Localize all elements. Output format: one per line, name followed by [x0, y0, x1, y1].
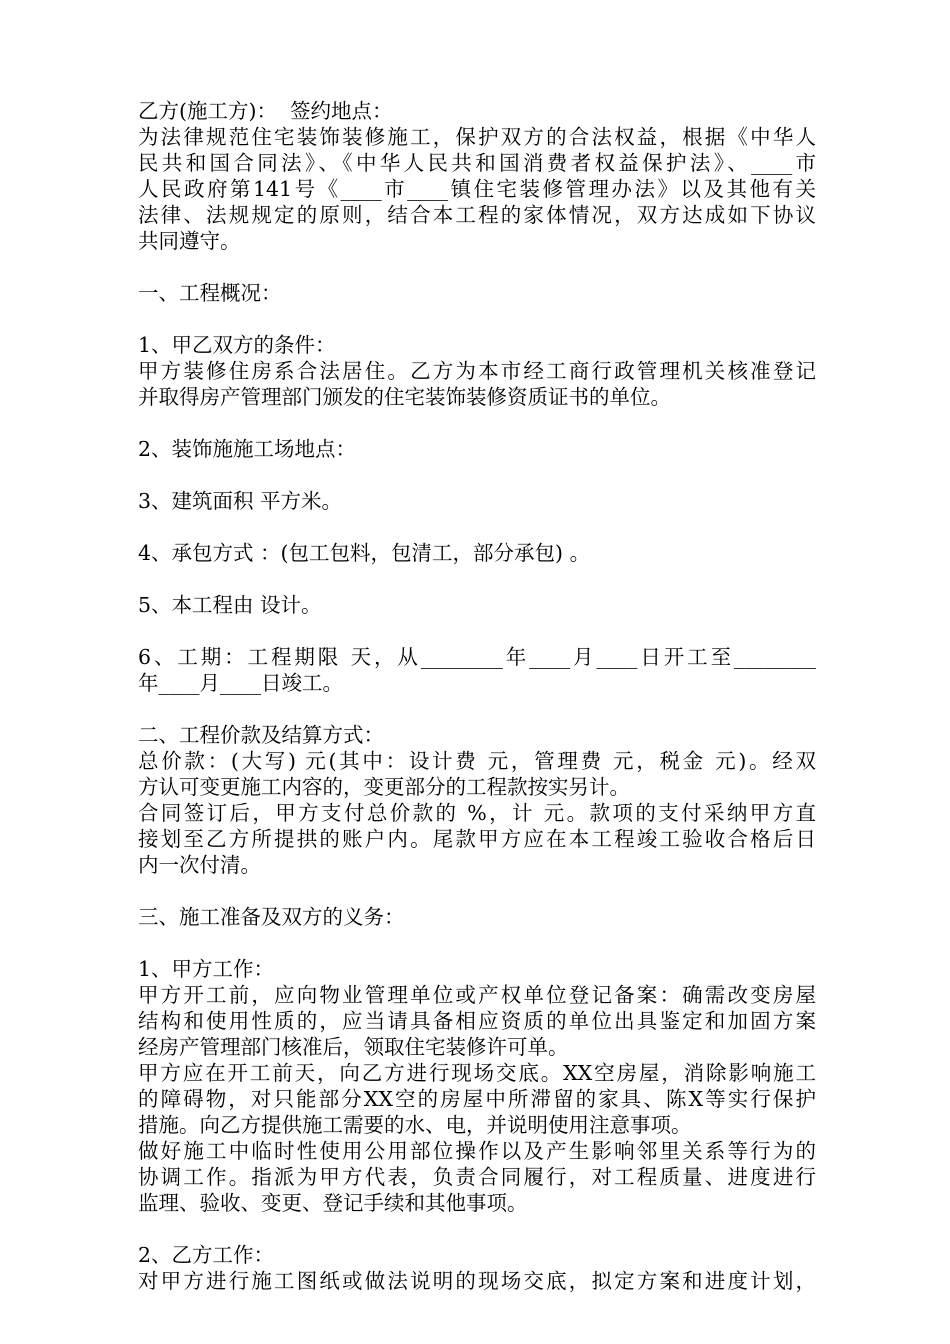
text-line: 接划至乙方所提拱的账户内。尾款甲方应在本工程竣工验收合格后日 — [138, 827, 816, 851]
blank-line — [138, 696, 816, 722]
blank-line — [138, 1216, 816, 1242]
text-line: 并取得房产管理部门颁发的住宅装饰装修资质证书的单位。 — [138, 385, 671, 409]
blank-line — [138, 566, 816, 592]
text-line: 4、承包方式 ：(包工包料，包清工，部分承包) 。 — [138, 541, 591, 565]
text-line: 监理、验收、变更、登记手续和其他事项。 — [138, 1191, 528, 1215]
text-line: 甲方装修住房系合法居住。乙方为本市经工商行政管理机关核准登记 — [138, 359, 816, 383]
text-line: 甲方开工前，应向物业管理单位或产权单位登记备案：确需改变房屋 — [138, 983, 816, 1007]
text-line: 方认可变更施工内容的，变更部分的工程款按实另计。 — [138, 775, 630, 799]
text-line: 措施。向乙方提供施工需要的水、电，并说明使用注意事项。 — [138, 1113, 692, 1137]
text-line: 一、工程概况： — [138, 281, 282, 305]
text-line: 2、装饰施施工场地点： — [138, 437, 357, 461]
text-line: 6、工期：工程期限 天，从________年____月____日开工至________ — [138, 645, 816, 669]
text-line: 协调工作。指派为甲方代表，负责合同履行，对工程质量、进度进行 — [138, 1165, 816, 1189]
text-line: 年____月____日竣工。 — [138, 671, 343, 695]
text-line: 二、工程价款及结算方式： — [138, 723, 384, 747]
blank-line — [138, 410, 816, 436]
blank-line — [138, 254, 816, 280]
text-line: 甲方应在开工前天，向乙方进行现场交底。XX空房屋，消除影响施工 — [138, 1061, 816, 1085]
text-line: 为法律规范住宅装饰装修施工，保护双方的合法权益，根据《中华人 — [138, 125, 816, 149]
blank-line — [138, 878, 816, 904]
blank-line — [138, 514, 816, 540]
text-line: 法律、法规规定的原则，结合本工程的家体情况，双方达成如下协议 — [138, 203, 816, 227]
text-line: 乙方(施工方)： 签约地点： — [138, 99, 393, 123]
blank-line — [138, 930, 816, 956]
text-line: 内一次付清。 — [138, 853, 261, 877]
text-line: 三、施工准备及双方的义务： — [138, 905, 405, 929]
text-line: 民共和国合同法》、《中华人民共和国消费者权益保护法》、____市 — [138, 151, 816, 175]
text-line: 对甲方进行施工图纸或做法说明的现场交底，拟定方案和进度计划， — [138, 1269, 816, 1293]
text-line: 5、本工程由 设计。 — [138, 593, 322, 617]
text-line: 共同遵守。 — [138, 229, 241, 253]
text-line: 的障碍物，对只能部分XX空的房屋中所滞留的家具、陈X等实行保护 — [138, 1087, 816, 1111]
text-line: 合同签订后，甲方支付总价款的 %，计 元。款项的支付采纳甲方直 — [138, 801, 816, 825]
blank-line — [138, 306, 816, 332]
document-body — [138, 98, 816, 1294]
text-line: 1、甲乙双方的条件： — [138, 333, 336, 357]
text-line: 结构和使用性质的，应当请具备相应资质的单位出具鉴定和加固方案 — [138, 1009, 816, 1033]
text-line: 人民政府第141号《____市____镇住宅装修管理办法》以及其他有关 — [138, 177, 816, 201]
blank-line — [138, 462, 816, 488]
text-line: 经房产管理部门核准后，领取住宅装修许可单。 — [138, 1035, 569, 1059]
text-line: 3、建筑面积 平方米。 — [138, 489, 343, 513]
text-line: 做好施工中临时性使用公用部位操作以及产生影响邻里关系等行为的 — [138, 1139, 816, 1163]
text-line: 2、乙方工作： — [138, 1243, 275, 1267]
text-line: 1、甲方工作： — [138, 957, 275, 981]
blank-line — [138, 618, 816, 644]
text-line: 总价款：(大写) 元(其中：设计费 元，管理费 元，税金 元)。经双 — [138, 749, 816, 773]
